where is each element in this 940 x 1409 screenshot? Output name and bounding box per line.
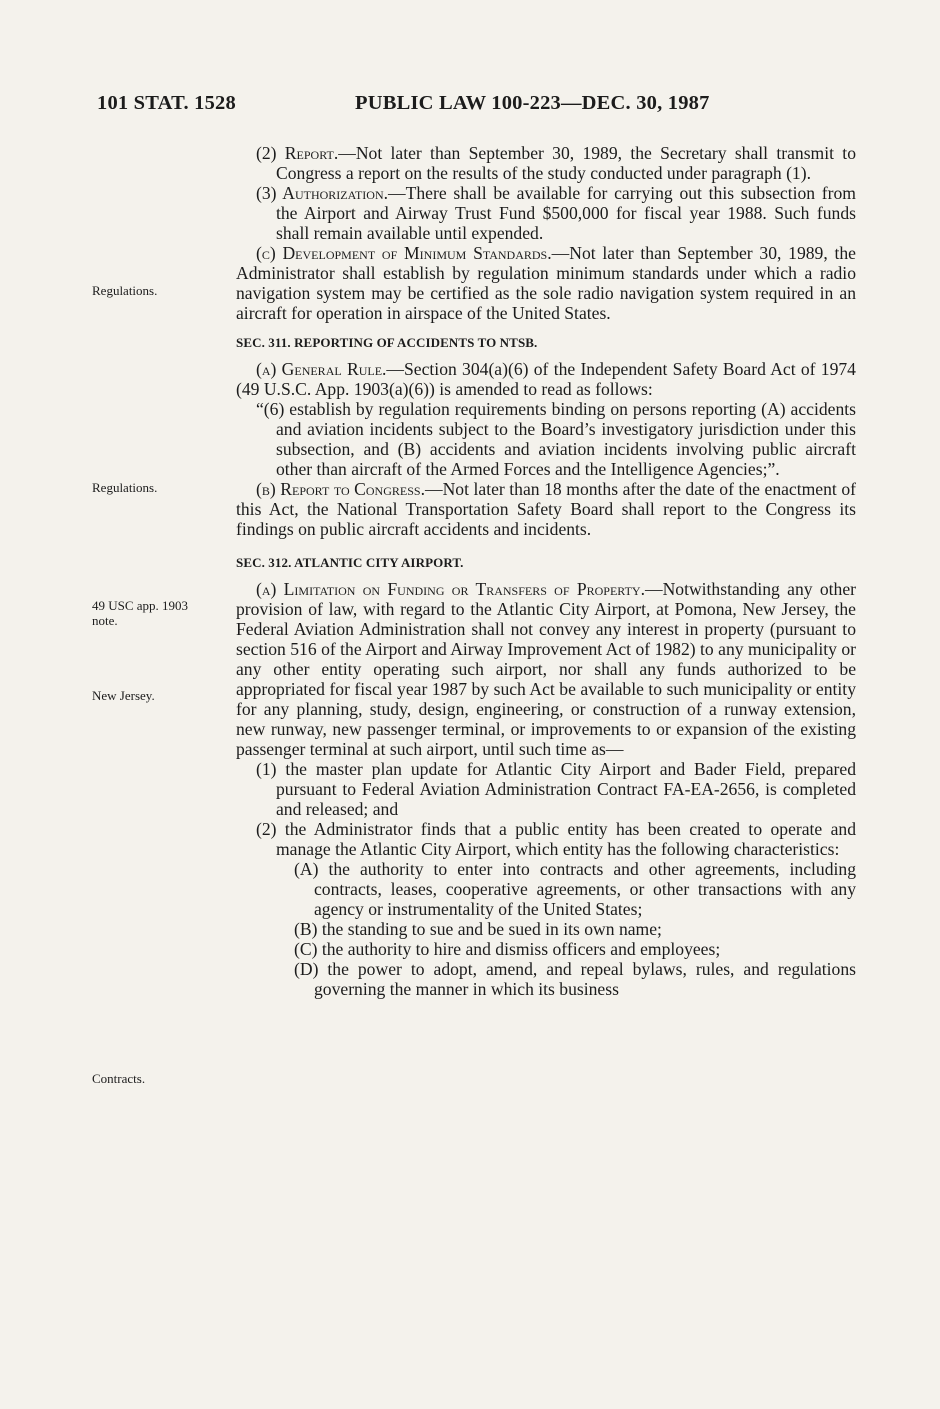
paragraph-hire-dismiss: (C) the authority to hire and dismiss officers and employees;: [294, 939, 721, 959]
paragraph-report-to-congress: [236, 479, 856, 539]
paragraph-report-to-congress-heading: (b) Report to Congress.: [256, 479, 425, 499]
margin-note-contracts: Contracts.: [92, 1071, 146, 1086]
section-311-heading: SEC. 311. REPORTING OF ACCIDENTS TO NTSB.: [236, 335, 538, 350]
paragraph-amended-text: “(6) establish by regulation requirements binding on persons reporting (A) accidents and aviation incidents subject to the Board’s investigatory jurisdiction under this subsection, and (B) accidents and aviation incidents involving public aircraft other than aircraft of the Armed Forces and the Intelligence Agencies;”.: [256, 399, 856, 479]
margin-note-usc-line2: note.: [92, 613, 118, 628]
paragraph-authorization-heading: (3) Authorization.: [256, 183, 389, 203]
paragraph-report-text: —Not later than September 30, 1989, the Secretary shall transmit to Congress a report on the results of the study conducted under paragraph (1).: [276, 143, 856, 183]
paragraph-general-rule-heading: (a) General Rule.: [256, 359, 387, 379]
paragraph-authorization-text: —There shall be available for carrying out this subsection from the Airport and Airway Trust Fund $500,000 for fiscal year 1988. Such funds shall remain available until expended.: [276, 183, 856, 243]
page-law-title: PUBLIC LAW 100-223—DEC. 30, 1987: [355, 92, 710, 114]
paragraph-bylaws: (D) the power to adopt, amend, and repeal bylaws, rules, and regulations governing the manner in which its business: [294, 959, 856, 999]
paragraph-report-to-congress-text: —Not later than 18 months after the date of the enactment of this Act, the National Transportation Safety Board shall report to the Congress its findings on public aircraft accidents and incidents.: [236, 479, 856, 539]
paragraph-administrator-finds: (2) the Administrator finds that a public entity has been created to operate and manage the Atlantic City Airport, which entity has the following characteristics:: [256, 819, 856, 859]
paragraph-authorization: [236, 183, 856, 243]
page-stat-reference: 101 STAT. 1528: [97, 92, 236, 114]
document-body: [236, 143, 856, 999]
paragraph-general-rule-text: —Section 304(a)(6) of the Independent Safety Board Act of 1974 (49 U.S.C. App. 1903(a)(6)) is amended to read as follows:: [236, 359, 856, 399]
paragraph-report-heading: (2) Report.: [256, 143, 339, 163]
paragraph-authority-contracts: (A) the authority to enter into contracts and other agreements, including contracts, leases, cooperative agreements, or other transactions with any agency or instrumentality of the United States;: [294, 859, 856, 919]
paragraph-minimum-standards-heading: (c) Development of Minimum Standards.: [256, 243, 552, 263]
paragraph-limitation-heading: (a) Limitation on Funding or Transfers of Property.: [256, 579, 645, 599]
paragraph-minimum-standards-text: —Not later than September 30, 1989, the Administrator shall establish by regulation minimum standards under which a radio navigation system may be certified as the sole radio navigation system required in an aircraft for operation in airspace of the United States.: [236, 243, 856, 323]
paragraph-master-plan: (1) the master plan update for Atlantic City Airport and Bader Field, prepared pursuant to Federal Aviation Administration Contract FA-EA-2656, is completed and released; and: [256, 759, 856, 819]
margin-note-new-jersey: New Jersey.: [92, 688, 155, 703]
margin-note-regulations-1: Regulations.: [92, 283, 158, 298]
margin-note-regulations-2: Regulations.: [92, 480, 158, 495]
paragraph-limitation-on-funding: [236, 579, 856, 759]
margin-note-usc-line1: 49 USC app. 1903: [92, 598, 189, 613]
paragraph-limitation-text: —Notwithstanding any other provision of law, with regard to the Atlantic City Airport, at Pomona, New Jersey, the Federal Aviation Administration shall not convey any interest in property (pursuant to section 516 of the Airport and Airway Improvement Act of 1982) to any municipality or any other entity operating such airport, nor shall any funds authorized to be appropriated for fiscal year 1987 by such Act be available to such municipality or entity for any planning, study, design, engineering, or construction of a runway extension, new runway, new passenger terminal, or improvements to or expansion of the existing passenger terminal at such airport, until such time as—: [236, 579, 857, 759]
section-312-heading: SEC. 312. ATLANTIC CITY AIRPORT.: [236, 555, 464, 570]
paragraph-report: [236, 143, 856, 183]
margin-note-usc-citation: [92, 598, 188, 628]
paragraph-standing-to-sue: (B) the standing to sue and be sued in its own name;: [294, 919, 662, 939]
paragraph-general-rule: [236, 359, 856, 399]
paragraph-minimum-standards: [236, 243, 856, 323]
